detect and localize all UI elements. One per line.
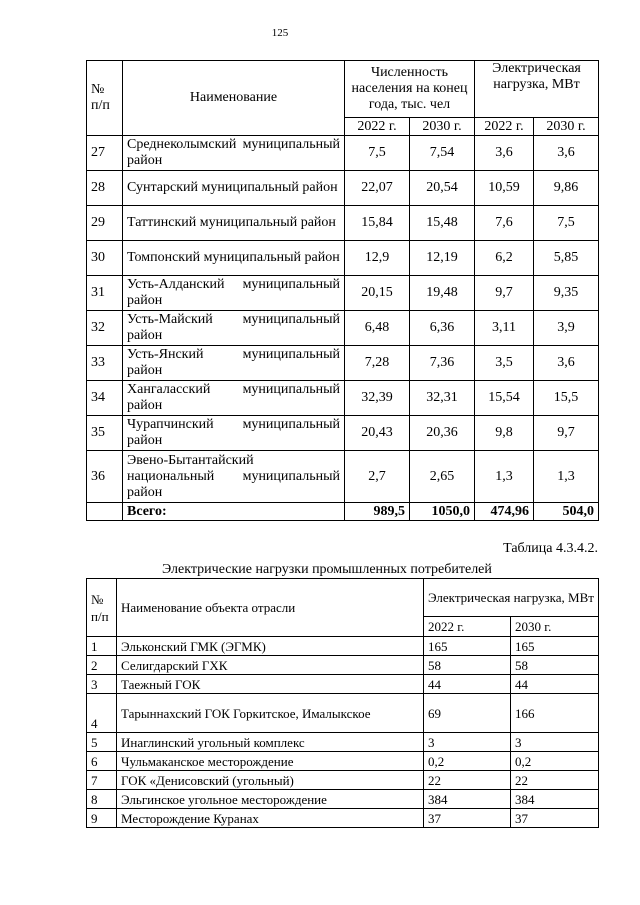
row-name: Среднеколымский муниципальный район bbox=[123, 136, 345, 171]
table-row bbox=[87, 276, 599, 311]
row-number: 33 bbox=[87, 346, 123, 381]
population-2030: 20,54 bbox=[410, 171, 475, 206]
row-name: Эльконский ГМК (ЭГМК) bbox=[117, 637, 424, 656]
load-2030: 3 bbox=[511, 733, 599, 752]
row-number: 1 bbox=[87, 637, 117, 656]
population-2022: 15,84 bbox=[345, 206, 410, 241]
table-row bbox=[87, 733, 599, 752]
row-name: Месторождение Куранах bbox=[117, 809, 424, 828]
header-num: № п/п bbox=[87, 61, 123, 136]
header-population: Численность населения на конец года, тыс. чел bbox=[345, 61, 475, 118]
load-2030: 165 bbox=[511, 637, 599, 656]
load-2030: 9,35 bbox=[534, 276, 599, 311]
row-name: Эльгинское угольное месторождение bbox=[117, 790, 424, 809]
row-number: 29 bbox=[87, 206, 123, 241]
header-year: 2030 г. bbox=[410, 118, 475, 136]
table-row bbox=[87, 771, 599, 790]
load-2022: 384 bbox=[424, 790, 511, 809]
load-2022: 69 bbox=[424, 694, 511, 733]
table-row bbox=[87, 416, 599, 451]
row-number: 2 bbox=[87, 656, 117, 675]
total-value: 989,5 bbox=[345, 503, 410, 521]
load-2022: 3 bbox=[424, 733, 511, 752]
table-title: Электрические нагрузки промышленных потребителей bbox=[162, 562, 492, 577]
population-load-table bbox=[86, 60, 599, 521]
population-2022: 7,5 bbox=[345, 136, 410, 171]
row-number: 7 bbox=[87, 771, 117, 790]
population-2030: 15,48 bbox=[410, 206, 475, 241]
header-year: 2022 г. bbox=[345, 118, 410, 136]
population-2030: 20,36 bbox=[410, 416, 475, 451]
row-name: Инаглинский угольный комплекс bbox=[117, 733, 424, 752]
load-2030: 3,6 bbox=[534, 136, 599, 171]
load-2022: 165 bbox=[424, 637, 511, 656]
row-name: Таежный ГОК bbox=[117, 675, 424, 694]
table-row bbox=[87, 656, 599, 675]
load-2022: 9,8 bbox=[475, 416, 534, 451]
load-2030: 5,85 bbox=[534, 241, 599, 276]
row-number: 8 bbox=[87, 790, 117, 809]
row-name: Тарыннахский ГОК Горкитское, Ималыкское bbox=[117, 694, 424, 733]
load-2030: 15,5 bbox=[534, 381, 599, 416]
row-name: Хангаласский муниципальный район bbox=[123, 381, 345, 416]
row-number: 30 bbox=[87, 241, 123, 276]
load-2030: 44 bbox=[511, 675, 599, 694]
table-row bbox=[87, 451, 599, 503]
row-number: 35 bbox=[87, 416, 123, 451]
load-2022: 1,3 bbox=[475, 451, 534, 503]
row-number: 31 bbox=[87, 276, 123, 311]
population-2030: 7,36 bbox=[410, 346, 475, 381]
table-row bbox=[87, 241, 599, 276]
table-row bbox=[87, 206, 599, 241]
total-label: Всего: bbox=[123, 503, 345, 521]
population-2022: 22,07 bbox=[345, 171, 410, 206]
load-2030: 9,86 bbox=[534, 171, 599, 206]
row-number: 3 bbox=[87, 675, 117, 694]
population-2022: 6,48 bbox=[345, 311, 410, 346]
population-2030: 7,54 bbox=[410, 136, 475, 171]
table-row bbox=[87, 637, 599, 656]
row-number: 4 bbox=[87, 694, 117, 733]
row-number: 5 bbox=[87, 733, 117, 752]
table-row bbox=[87, 675, 599, 694]
population-2030: 2,65 bbox=[410, 451, 475, 503]
load-2030: 166 bbox=[511, 694, 599, 733]
load-2030: 7,5 bbox=[534, 206, 599, 241]
total-value: 474,96 bbox=[475, 503, 534, 521]
load-2022: 3,5 bbox=[475, 346, 534, 381]
table-row bbox=[87, 346, 599, 381]
load-2030: 37 bbox=[511, 809, 599, 828]
population-2030: 12,19 bbox=[410, 241, 475, 276]
row-number: 34 bbox=[87, 381, 123, 416]
header-year: 2022 г. bbox=[424, 617, 511, 637]
load-2030: 1,3 bbox=[534, 451, 599, 503]
table-row bbox=[87, 809, 599, 828]
load-2022: 10,59 bbox=[475, 171, 534, 206]
table-row bbox=[87, 171, 599, 206]
load-2022: 3,11 bbox=[475, 311, 534, 346]
row-name: Томпонский муниципальный район bbox=[123, 241, 345, 276]
header-year: 2022 г. bbox=[475, 118, 534, 136]
load-2022: 0,2 bbox=[424, 752, 511, 771]
population-2022: 2,7 bbox=[345, 451, 410, 503]
header-num: № п/п bbox=[87, 579, 117, 637]
row-name: Усть-Янский муниципальный район bbox=[123, 346, 345, 381]
total-value: 504,0 bbox=[534, 503, 599, 521]
row-name: Чульмаканское месторождение bbox=[117, 752, 424, 771]
load-2030: 9,7 bbox=[534, 416, 599, 451]
load-2030: 3,9 bbox=[534, 311, 599, 346]
row-number: 27 bbox=[87, 136, 123, 171]
population-2022: 20,15 bbox=[345, 276, 410, 311]
load-2022: 44 bbox=[424, 675, 511, 694]
load-2022: 37 bbox=[424, 809, 511, 828]
header-name: Наименование bbox=[123, 61, 345, 136]
row-name: Эвено-Бытантайский национальный муниципальный район bbox=[123, 451, 345, 503]
load-2022: 15,54 bbox=[475, 381, 534, 416]
population-2030: 19,48 bbox=[410, 276, 475, 311]
table-row bbox=[87, 381, 599, 416]
load-2022: 9,7 bbox=[475, 276, 534, 311]
load-2030: 22 bbox=[511, 771, 599, 790]
load-2022: 22 bbox=[424, 771, 511, 790]
row-name: Сунтарский муниципальный район bbox=[123, 171, 345, 206]
population-2022: 7,28 bbox=[345, 346, 410, 381]
row-number: 6 bbox=[87, 752, 117, 771]
table-row bbox=[87, 752, 599, 771]
row-name: Селигдарский ГХК bbox=[117, 656, 424, 675]
total-num bbox=[87, 503, 123, 521]
population-2022: 20,43 bbox=[345, 416, 410, 451]
table-row bbox=[87, 311, 599, 346]
row-name: ГОК «Денисовский (угольный) bbox=[117, 771, 424, 790]
header-load: Электрическая нагрузка, МВт bbox=[424, 579, 599, 617]
row-number: 32 bbox=[87, 311, 123, 346]
header-year: 2030 г. bbox=[511, 617, 599, 637]
header-name: Наименование объекта отрасли bbox=[117, 579, 424, 637]
header-load: Электрическая нагрузка, МВт bbox=[475, 61, 599, 118]
load-2030: 384 bbox=[511, 790, 599, 809]
industrial-load-table bbox=[86, 578, 599, 828]
table-row bbox=[87, 136, 599, 171]
load-2022: 58 bbox=[424, 656, 511, 675]
row-number: 9 bbox=[87, 809, 117, 828]
table-row bbox=[87, 790, 599, 809]
population-2022: 12,9 bbox=[345, 241, 410, 276]
page-number: 125 bbox=[271, 27, 289, 39]
row-name: Таттинский муниципальный район bbox=[123, 206, 345, 241]
row-name: Усть-Алданский муниципальный район bbox=[123, 276, 345, 311]
load-2022: 7,6 bbox=[475, 206, 534, 241]
load-2030: 3,6 bbox=[534, 346, 599, 381]
load-2022: 6,2 bbox=[475, 241, 534, 276]
population-2030: 6,36 bbox=[410, 311, 475, 346]
total-value: 1050,0 bbox=[410, 503, 475, 521]
header-year: 2030 г. bbox=[534, 118, 599, 136]
load-2022: 3,6 bbox=[475, 136, 534, 171]
population-2030: 32,31 bbox=[410, 381, 475, 416]
population-2022: 32,39 bbox=[345, 381, 410, 416]
table-number-label: Таблица 4.3.4.2. bbox=[503, 541, 598, 556]
row-name: Чурапчинский муниципальный район bbox=[123, 416, 345, 451]
load-2030: 0,2 bbox=[511, 752, 599, 771]
row-number: 28 bbox=[87, 171, 123, 206]
row-number: 36 bbox=[87, 451, 123, 503]
row-name: Усть-Майский муниципальный район bbox=[123, 311, 345, 346]
load-2030: 58 bbox=[511, 656, 599, 675]
table-row bbox=[87, 694, 599, 733]
